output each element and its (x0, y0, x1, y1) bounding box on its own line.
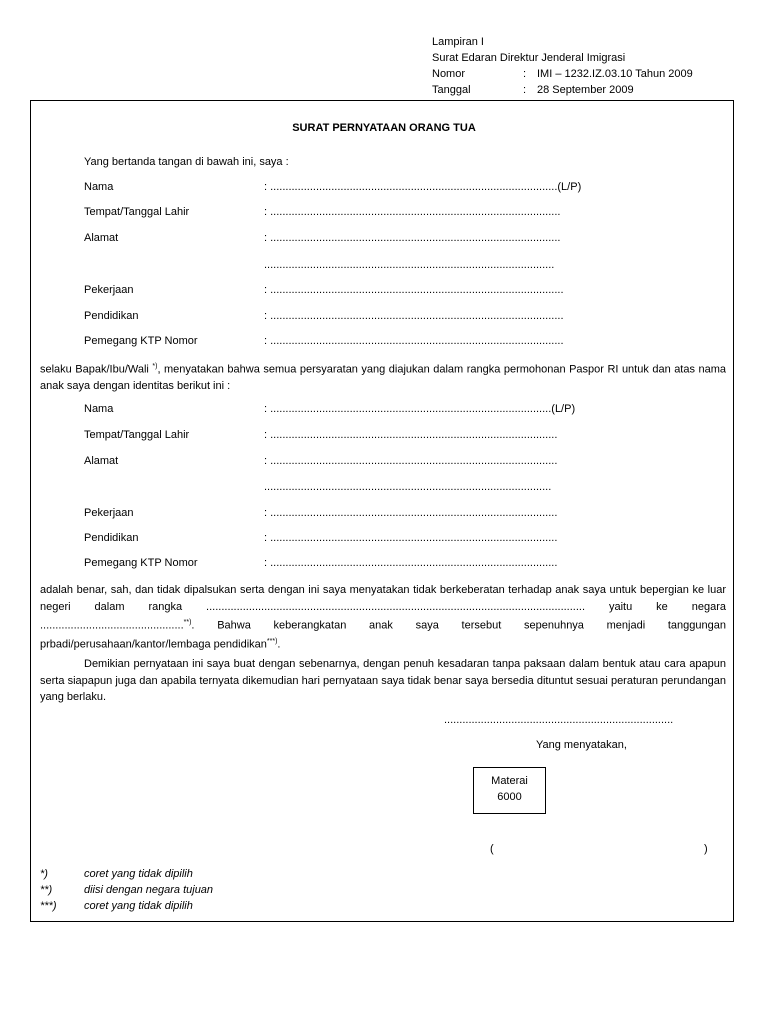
footnote-text-2: diisi dengan negara tujuan (84, 884, 214, 896)
intro-text: Yang bertanda tangan di bawah ini, saya : (84, 156, 289, 168)
child-ktp-label: Pemegang KTP Nomor (84, 557, 198, 569)
child-address-field-2[interactable]: .............................................................................................. (264, 481, 552, 493)
child-education-label: Pendidikan (84, 532, 139, 544)
signature-place-date[interactable]: ........................................................................... (444, 714, 674, 726)
parent-education-field[interactable]: : ................................................................................................ (264, 310, 564, 322)
parent-occupation-label: Pekerjaan (84, 284, 134, 296)
parent-education-label: Pendidikan (84, 310, 139, 322)
child-name-field[interactable]: : ............................................................................................(L/P) (264, 403, 576, 415)
stamp-value: 6000 (497, 791, 522, 803)
child-address-label: Alamat (84, 455, 119, 467)
child-occupation-field[interactable]: : .............................................................................................. (264, 507, 558, 519)
parent-birth-field[interactable]: : ............................................................................................... (264, 206, 561, 218)
parent-address-field[interactable]: : ............................................................................................... (264, 232, 561, 244)
parent-occupation-field[interactable]: : ................................................................................................ (264, 284, 564, 296)
header-tanggal-label: Tanggal (432, 84, 471, 96)
child-birth-field[interactable]: : .............................................................................................. (264, 429, 558, 441)
parent-birth-label: Tempat/Tanggal Lahir (84, 206, 190, 218)
child-address-field[interactable]: : .............................................................................................. (264, 455, 558, 467)
header-nomor-label: Nomor (432, 68, 466, 80)
child-occupation-label: Pekerjaan (84, 507, 134, 519)
paragraph-demikian: Demikian pernyataan ini saya buat dengan sebenarnya, dengan penuh kesadaran tanpa paksaan dalam bentuk atau cara apapun serta siapapun juga dan apabila ternyata dikemudian hari pernyataan saya tidak benar saya bersedia dituntut sesuai peraturan perundangan yang berlaku. (40, 658, 726, 703)
header-tanggal-colon: : (523, 84, 527, 96)
child-birth-label: Tempat/Tanggal Lahir (84, 429, 190, 441)
child-ktp-field[interactable]: : .............................................................................................. (264, 557, 558, 569)
signature-paren-open: ( (490, 843, 494, 855)
child-name-label: Nama (84, 403, 114, 415)
form-title: SURAT PERNYATAAN ORANG TUA (292, 122, 476, 134)
paragraph-selaku: selaku Bapak/Ibu/Wali *), menyatakan bahwa semua persyaratan yang diajukan dalam rangka permohonan Paspor RI untuk dan atas nama anak saya dengan identitas berikut ini : (40, 363, 726, 393)
header-tanggal-value: 28 September 2009 (537, 84, 634, 96)
header-nomor-colon: : (523, 68, 527, 80)
parent-name-field[interactable]: : ..............................................................................................(L/P) (264, 181, 582, 193)
header-attachment: Lampiran I (432, 36, 484, 48)
footnote-text-3: coret yang tidak dipilih (84, 900, 193, 912)
signature-declarant: Yang menyatakan, (536, 739, 627, 751)
footnote-mark-1: *) (40, 868, 48, 880)
paragraph-adalah: adalah benar, sah, dan tidak dipalsukan serta dengan ini saya menyatakan tidak berkeberatan terhadap anak saya untuk bepergian ke luar negeri dalam rangka ............................................................................................................................ yaitu ke negara ...............................................**). Bahwa keberangkatan anak saya tersebut sepenuhnya menjadi tanggungan prbadi/perusahaan/kantor/lembaga pendidikan***). (40, 584, 726, 651)
parent-address-field-2[interactable]: ............................................................................................... (264, 259, 555, 271)
signature-paren-close: ) (704, 843, 708, 855)
footnote-text-1: coret yang tidak dipilih (84, 868, 193, 880)
footnote-mark-2: **) (40, 884, 53, 896)
duty-stamp-box (473, 767, 546, 814)
parent-name-label: Nama (84, 181, 114, 193)
signature-name-field[interactable] (500, 843, 700, 857)
parent-address-label: Alamat (84, 232, 119, 244)
stamp-label: Materai (491, 775, 528, 787)
parent-ktp-field[interactable]: : ................................................................................................ (264, 335, 564, 347)
footnote-mark-3: ***) (40, 900, 57, 912)
child-education-field[interactable]: : .............................................................................................. (264, 532, 558, 544)
parent-ktp-label: Pemegang KTP Nomor (84, 335, 198, 347)
header-nomor-value: IMI – 1232.IZ.03.10 Tahun 2009 (537, 68, 693, 80)
header-circular: Surat Edaran Direktur Jenderal Imigrasi (432, 52, 626, 64)
